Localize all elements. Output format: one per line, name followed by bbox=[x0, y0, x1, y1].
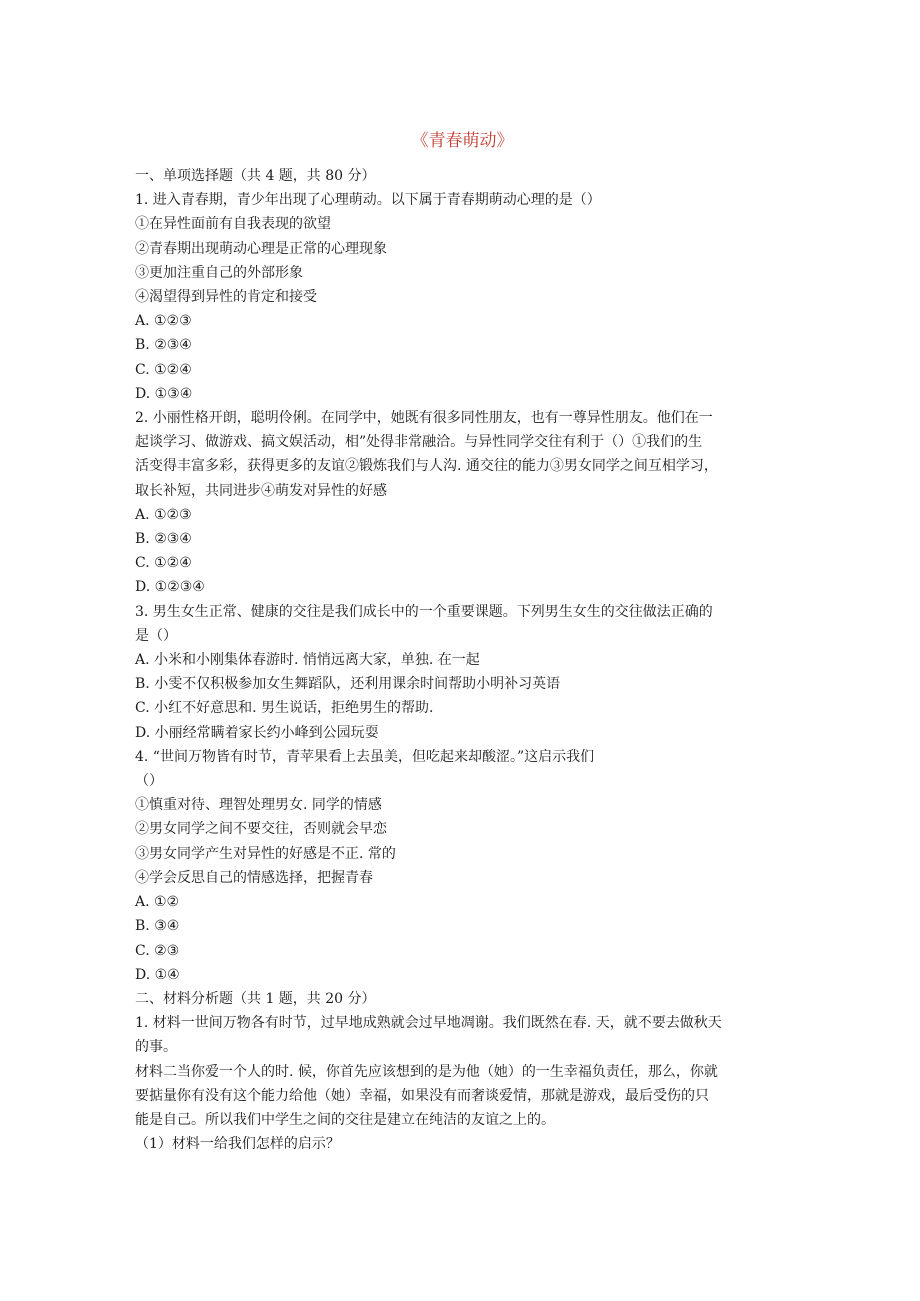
statement: ②男女同学之间不要交往，否则就会早恋 bbox=[135, 821, 387, 838]
option-a: A. ①② bbox=[135, 894, 180, 911]
statement: ②青春期出现萌动心理是正常的心理现象 bbox=[135, 240, 387, 257]
option-c: C. ①②④ bbox=[135, 555, 192, 572]
question-stem: 1. 进入青春期，青少年出现了心理萌动。以下属于青春期萌动心理的是（） bbox=[135, 192, 601, 209]
document-title: 《青春萌动》 bbox=[411, 131, 514, 151]
option-a: A. ①②③ bbox=[135, 506, 192, 523]
question-stem-line: （） bbox=[135, 773, 163, 790]
question-stem-line: 3. 男生女生正常、健康的交往是我们成长中的一个重要课题。下列男生女生的交往做法正确的 bbox=[135, 603, 713, 620]
material-line: 要掂量你有没有这个能力给他（她）幸福，如果没有而奢谈爱情，那就是游戏，最后受伤的只 bbox=[135, 1087, 709, 1104]
material-line: 能是自己。所以我们中学生之间的交往是建立在纯洁的友谊之上的。 bbox=[135, 1111, 555, 1128]
option-d: D. ①③④ bbox=[135, 385, 193, 402]
document-page bbox=[135, 128, 790, 1156]
section-heading: 一、单项选择题（共 4 题，共 80 分） bbox=[135, 168, 376, 184]
question-stem-line: 4. “世间万物皆有时节，青苹果看上去虽美，但吃起来却酸涩。”这启示我们 bbox=[135, 748, 595, 765]
option-b: B. ②③④ bbox=[135, 337, 192, 354]
question-stem-line: 是（） bbox=[135, 627, 177, 644]
material-line: 的事。 bbox=[135, 1039, 177, 1056]
question-stem-line: 取长补短，共同进步④萌发对异性的好感 bbox=[135, 482, 387, 499]
option-a: A. 小米和小刚集体春游时. 悄悄远离大家，单独. 在一起 bbox=[135, 652, 480, 669]
statement: ④学会反思自己的情感选择，把握青春 bbox=[135, 869, 373, 886]
option-c: C. 小红不好意思和. 男生说话，拒绝男生的帮助. bbox=[135, 700, 434, 717]
statement: ③更加注重自己的外部形象 bbox=[135, 264, 303, 281]
section-heading: 二、材料分析题（共 1 题，共 20 分） bbox=[135, 990, 376, 1007]
statement: ④渴望得到异性的肯定和接受 bbox=[135, 289, 317, 306]
sub-question: （1）材料一给我们怎样的启示？ bbox=[135, 1136, 340, 1153]
option-d: D. ①②③④ bbox=[135, 579, 205, 596]
option-b: B. 小雯不仅积极参加女生舞蹈队，还利用课余时间帮助小明补习英语 bbox=[135, 676, 561, 693]
option-c: C. ①②④ bbox=[135, 361, 192, 378]
question-stem-line: 起谈学习、做游戏、搞文娱活动，相”处得非常融洽。与异性同学交往有利于（）①我们的生 bbox=[135, 434, 703, 451]
material-line: 材料二当你爱一个人的时. 候，你首先应该想到的是为他（她）的一生幸福负责任，那么，你就 bbox=[135, 1063, 718, 1080]
statement: ①慎重对待、理智处理男女. 同学的情感 bbox=[135, 797, 382, 814]
option-a: A. ①②③ bbox=[135, 313, 192, 330]
question-stem-line: 活变得丰富多彩，获得更多的友谊②锻炼我们与人沟. 通交往的能力③男女同学之间互相学习， bbox=[135, 458, 718, 475]
option-b: B. ③④ bbox=[135, 918, 180, 935]
statement: ①在异性面前有自我表现的欲望 bbox=[135, 216, 331, 233]
option-c: C. ②③ bbox=[135, 942, 180, 959]
material-line: 1. 材料一世间万物各有时节，过早地成熟就会过早地凋谢。我们既然在春. 天，就不要去做秋天 bbox=[135, 1015, 722, 1032]
option-b: B. ②③④ bbox=[135, 531, 192, 548]
option-d: D. 小丽经常瞒着家长约小峰到公园玩耍 bbox=[135, 724, 379, 741]
question-stem-line: 2. 小丽性格开朗，聪明伶俐。在同学中，她既有很多同性朋友，也有一尊异性朋友。他们在一 bbox=[135, 410, 713, 427]
statement: ③男女同学产生对异性的好感是不正. 常的 bbox=[135, 845, 396, 862]
option-d: D. ①④ bbox=[135, 966, 180, 983]
